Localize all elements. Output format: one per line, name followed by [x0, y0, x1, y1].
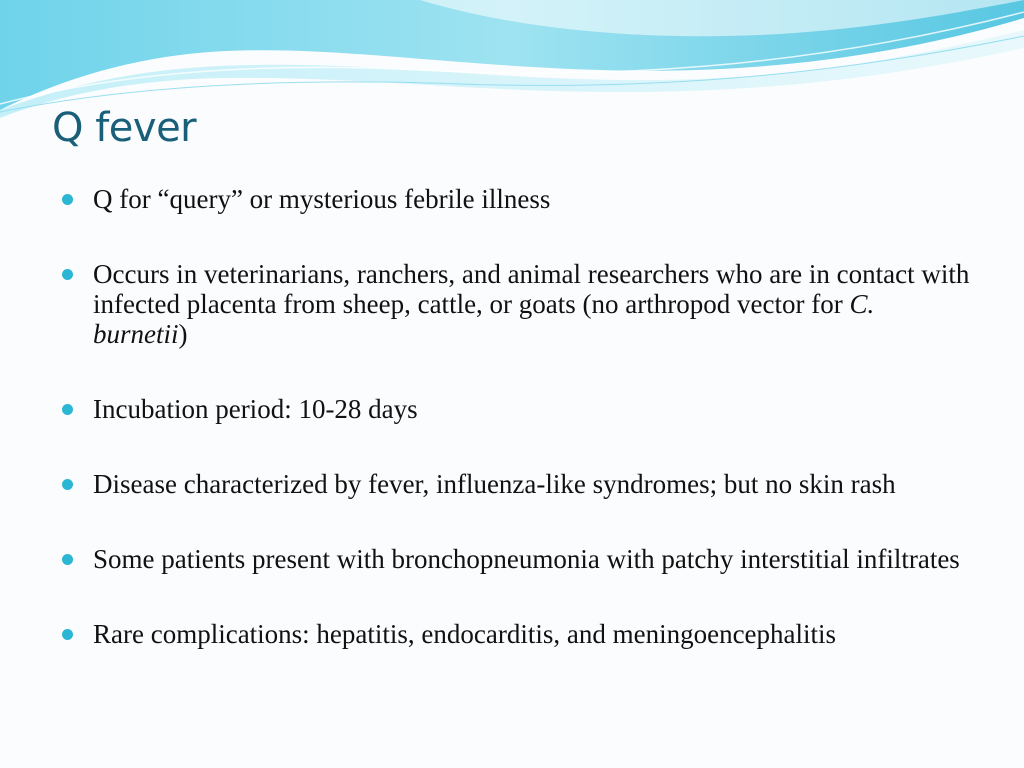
bullet-item	[62, 619, 972, 649]
bullet-dot-icon	[62, 404, 73, 415]
bullet-item	[62, 259, 972, 349]
bullet-text-end: )	[178, 319, 188, 349]
bullet-item	[62, 544, 972, 574]
bullet-text: Incubation period: 10-28 days	[93, 394, 418, 424]
bullet-dot-icon	[62, 269, 73, 280]
bullet-text: Some patients present with bronchopneumonia with patchy interstitial infiltrates	[93, 544, 960, 574]
bullet-item	[62, 394, 972, 424]
bullet-text: Disease characterized by fever, influenza-like syndromes; but no skin rash	[93, 469, 896, 499]
slide-title: Q fever	[52, 105, 197, 151]
bullet-item	[62, 184, 972, 214]
bullet-item	[62, 469, 972, 499]
bullet-dot-icon	[62, 194, 73, 205]
bullet-text: Rare complications: hepatitis, endocarditis, and meningoencephalitis	[93, 619, 837, 649]
bullet-text: Occurs in veterinarians, ranchers, and animal researchers who are in contact with infected placenta from sheep, cattle, or goats (no arthropod vector for	[93, 259, 970, 319]
bullet-italic-text: C. burnetii	[93, 289, 875, 349]
bullet-text: Q for “query” or mysterious febrile illness	[93, 184, 551, 214]
bullet-dot-icon	[62, 629, 73, 640]
bullet-dot-icon	[62, 554, 73, 565]
bullet-list	[62, 184, 972, 649]
bullet-dot-icon	[62, 479, 73, 490]
